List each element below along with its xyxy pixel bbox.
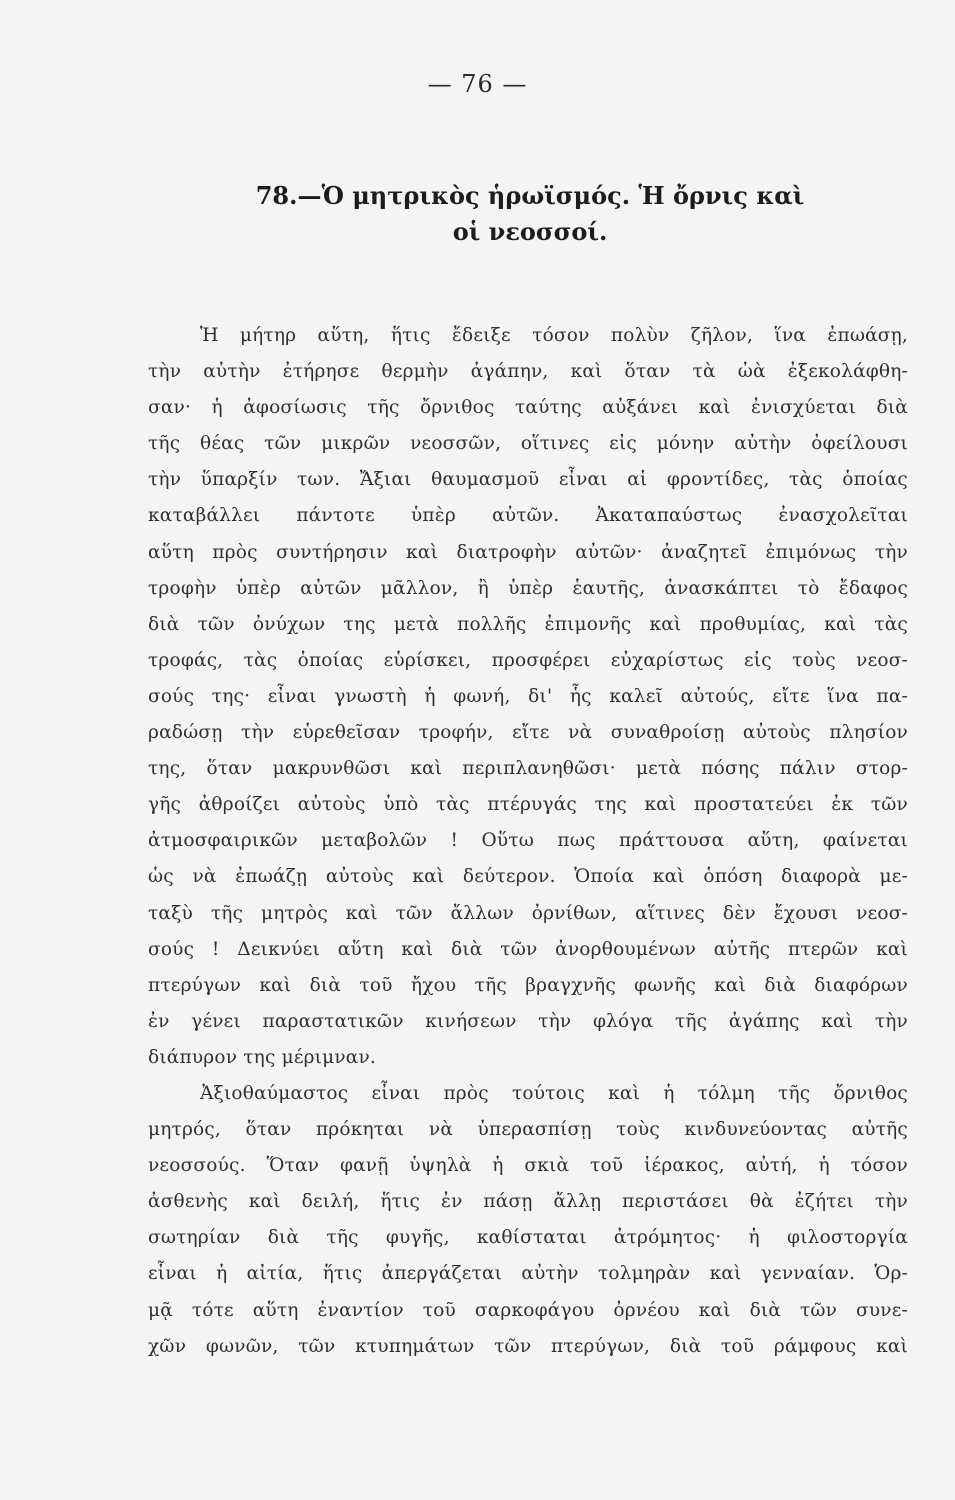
text-line: ὡς νὰ ἐπωάζῃ αὐτοὺς καὶ δεύτερον. Ὁποία καὶ ὁπόση διαφορὰ με- bbox=[148, 866, 908, 888]
text-line: της, ὅταν μακρυνθῶσι καὶ περιπλανηθῶσι· μετὰ πόσης πάλιν στορ- bbox=[148, 758, 908, 780]
text-line: ἐν γένει παραστατικῶν κινήσεων τὴν φλόγα τῆς ἀγάπης καὶ τὴν bbox=[148, 1010, 908, 1032]
text-line: ἀσθενὴς καὶ δειλή, ἥτις ἐν πάσῃ ἄλλῃ περιστάσει θὰ ἐζήτει τὴν bbox=[148, 1191, 908, 1213]
text-line: τὴν αὐτὴν ἐτήρησε θερμὴν ἀγάπην, καὶ ὅταν τὰ ὠὰ ἐξεκολάφθη- bbox=[148, 361, 908, 383]
text-line: ταξὺ τῆς μητρὸς καὶ τῶν ἄλλων ὀρνίθων, αἵτινες δὲν ἔχουσι νεοσ- bbox=[148, 902, 908, 924]
text-line: σαν· ἡ ἀφοσίωσις τῆς ὄρνιθος ταύτης αὐξάνει καὶ ἐνισχύεται διὰ bbox=[148, 397, 908, 419]
text-line: πτερύγων καὶ διὰ τοῦ ἤχου τῆς βραγχνῆς φωνῆς καὶ διὰ διαφόρων bbox=[148, 974, 908, 996]
text-line: νεοσσούς. Ὅταν φανῇ ὑψηλὰ ἡ σκιὰ τοῦ ἱέρακος, αὐτή, ἡ τόσον bbox=[148, 1155, 908, 1177]
text-line: ἀτμοσφαιρικῶν μεταβολῶν ! Οὕτω πως πράττουσα αὕτη, φαίνεται bbox=[148, 830, 908, 852]
page-number: — 76 — bbox=[427, 70, 528, 98]
text-line: μητρός, ὅταν πρόκηται νὰ ὑπερασπίσῃ τοὺς κινδυνεύοντας αὐτῆς bbox=[148, 1119, 908, 1141]
text-line: διάπυρον της μέριμναν. bbox=[148, 1046, 377, 1068]
text-line: γῆς ἀθροίζει αὐτοὺς ὑπὸ τὰς πτέρυγάς της καὶ προστατεύει ἐκ τῶν bbox=[148, 794, 908, 816]
text-line: διὰ τῶν ὀνύχων της μετὰ πολλῆς ἐπιμονῆς καὶ προθυμίας, καὶ τὰς bbox=[148, 613, 908, 635]
text-line: σούς ! Δεικνύει αὕτη καὶ διὰ τῶν ἀνορθουμένων αὐτῆς πτερῶν καὶ bbox=[148, 938, 908, 960]
text-line: σωτηρίαν διὰ τῆς φυγῆς, καθίσταται ἀτρόμητος· ἡ φιλοστοργία bbox=[148, 1227, 908, 1249]
text-line: σούς της· εἶναι γνωστὴ ἡ φωνή, δι' ἧς καλεῖ αὐτούς, εἴτε ἵνα πα- bbox=[148, 685, 908, 707]
text-line: καταβάλλει πάντοτε ὑπὲρ αὐτῶν. Ἀκαταπαύστως ἐνασχολεῖται bbox=[148, 505, 908, 527]
text-line: αὕτη πρὸς συντήρησιν καὶ διατροφὴν αὐτῶν· ἀναζητεῖ ἐπιμόνως τὴν bbox=[148, 541, 908, 563]
section-heading bbox=[150, 178, 910, 250]
text-line: Ἡ μήτηρ αὕτη, ἥτις ἔδειξε τόσον πολὺν ζῆλον, ἵνα ἐπωάσῃ, bbox=[200, 325, 908, 346]
text-line: ραδώσῃ τὴν εὑρεθεῖσαν τροφήν, εἴτε νὰ συναθροίσῃ αὐτοὺς πλησίον bbox=[148, 722, 908, 744]
text-line: εἶναι ἡ αἰτία, ἥτις ἀπεργάζεται αὐτὴν τολμηρὰν καὶ γενναίαν. Ὁρ- bbox=[148, 1263, 908, 1285]
text-line: τροφὴν ὑπὲρ αὐτῶν μᾶλλον, ἢ ὑπὲρ ἑαυτῆς, ἀνασκάπτει τὸ ἔδαφος bbox=[148, 577, 908, 599]
text-line: μᾷ τότε αὕτη ἐναντίον τοῦ σαρκοφάγου ὀρνέου καὶ διὰ τῶν συνε- bbox=[148, 1299, 908, 1321]
text-line: Ἀξιοθαύμαστος εἶναι πρὸς τούτοις καὶ ἡ τόλμη τῆς ὄρνιθος bbox=[200, 1082, 908, 1104]
body-text bbox=[148, 318, 908, 1365]
text-line: χῶν φωνῶν, τῶν κτυπημάτων τῶν πτερύγων, διὰ τοῦ ράμφους καὶ bbox=[148, 1335, 908, 1357]
text-line: τὴν ὕπαρξίν των. Ἄξιαι θαυμασμοῦ εἶναι αἱ φροντίδες, τὰς ὁποίας bbox=[148, 469, 908, 491]
section-heading-line-2: οἱ νεοσσοί. bbox=[452, 217, 608, 246]
text-line: τῆς θέας τῶν μικρῶν νεοσσῶν, οἵτινες εἰς μόνην αὐτὴν ὀφείλουσι bbox=[148, 433, 908, 455]
text-line: τροφάς, τὰς ὁποίας εὑρίσκει, προσφέρει εὐχαρίστως εἰς τοὺς νεοσ- bbox=[148, 649, 908, 671]
section-heading-line-1: 78.—Ὁ μητρικὸς ἡρωϊσμός. Ἡ ὄρνις καὶ bbox=[255, 181, 805, 210]
